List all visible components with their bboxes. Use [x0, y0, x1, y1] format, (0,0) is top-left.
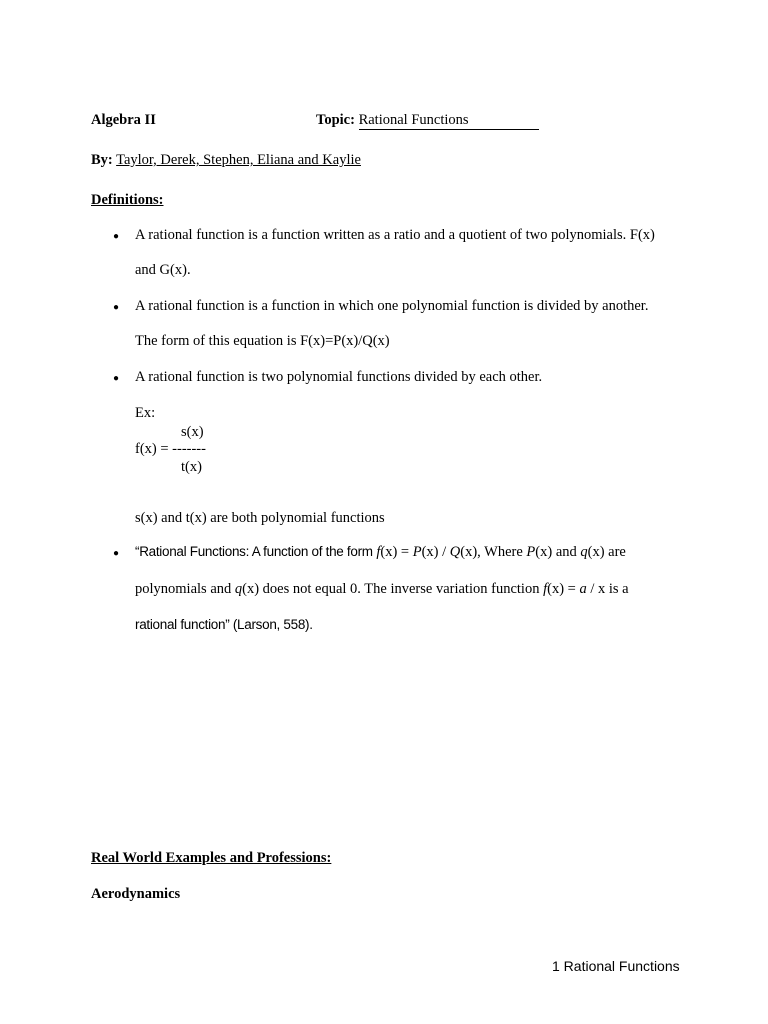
var-f: f	[376, 544, 381, 560]
page-footer: 1 Rational Functions	[552, 958, 680, 974]
var-q: q	[580, 544, 588, 560]
definition-4-line-3: rational function” (Larson, 558).	[135, 617, 313, 632]
by-label: By:	[91, 152, 113, 168]
real-world-heading: Real World Examples and Professions:	[91, 850, 332, 866]
x-is-a-text: / x is a	[590, 581, 629, 597]
aerodynamics-subheading: Aerodynamics	[91, 886, 181, 902]
definition-2-line-2: The form of this equation is F(x)=P(x)/Q(x)	[135, 333, 390, 349]
var-q: q	[234, 581, 243, 597]
bullet-icon: ●	[113, 548, 120, 559]
bullet-icon: ●	[113, 302, 120, 313]
definition-4-line-2	[135, 581, 629, 598]
definition-1-line-2: and G(x).	[135, 262, 191, 278]
quote-open-text: “Rational Functions: A function of the form	[135, 544, 373, 559]
definition-4-line-1	[135, 544, 626, 561]
definition-2-line-1: A rational function is a function in which one polynomial function is divided by another.	[135, 298, 649, 314]
bullet-icon: ●	[113, 231, 120, 242]
bullet-icon: ●	[113, 373, 120, 384]
are-text: (x) are	[587, 544, 626, 560]
var-P: P	[412, 544, 422, 560]
topic-label: Topic:	[316, 112, 355, 128]
where-text: (x), Where	[460, 544, 523, 560]
equals-text: (x) =	[380, 544, 410, 560]
var-a: a	[579, 581, 587, 597]
course-title: Algebra II	[91, 112, 156, 128]
example-fraction-line: f(x) = -------	[135, 441, 206, 457]
authors-value: Taylor, Derek, Stephen, Eliana and Kaylie	[116, 152, 361, 168]
topic-line	[316, 112, 539, 130]
var-P: P	[526, 544, 536, 560]
var-Q: Q	[449, 544, 461, 560]
example-numerator: s(x)	[181, 424, 204, 440]
not-equal-text: (x) does not equal 0. The inverse variation function	[242, 581, 540, 597]
example-denominator: t(x)	[181, 459, 202, 475]
polynomials-text: polynomials and	[135, 581, 232, 597]
slash-text: (x) /	[421, 544, 447, 560]
var-f: f	[543, 581, 548, 597]
authors-line	[91, 152, 361, 169]
definition-3-line-1: A rational function is two polynomial functions divided by each other.	[135, 369, 543, 385]
equals-text: (x) =	[547, 581, 576, 597]
topic-value: Rational Functions	[359, 113, 539, 130]
definitions-heading: Definitions:	[91, 192, 164, 208]
example-label: Ex:	[135, 405, 156, 421]
example-note: s(x) and t(x) are both polynomial functions	[135, 510, 385, 526]
and-text: (x) and	[535, 544, 577, 560]
definition-1-line-1: A rational function is a function written as a ratio and a quotient of two polynomials. F(x)	[135, 227, 655, 243]
